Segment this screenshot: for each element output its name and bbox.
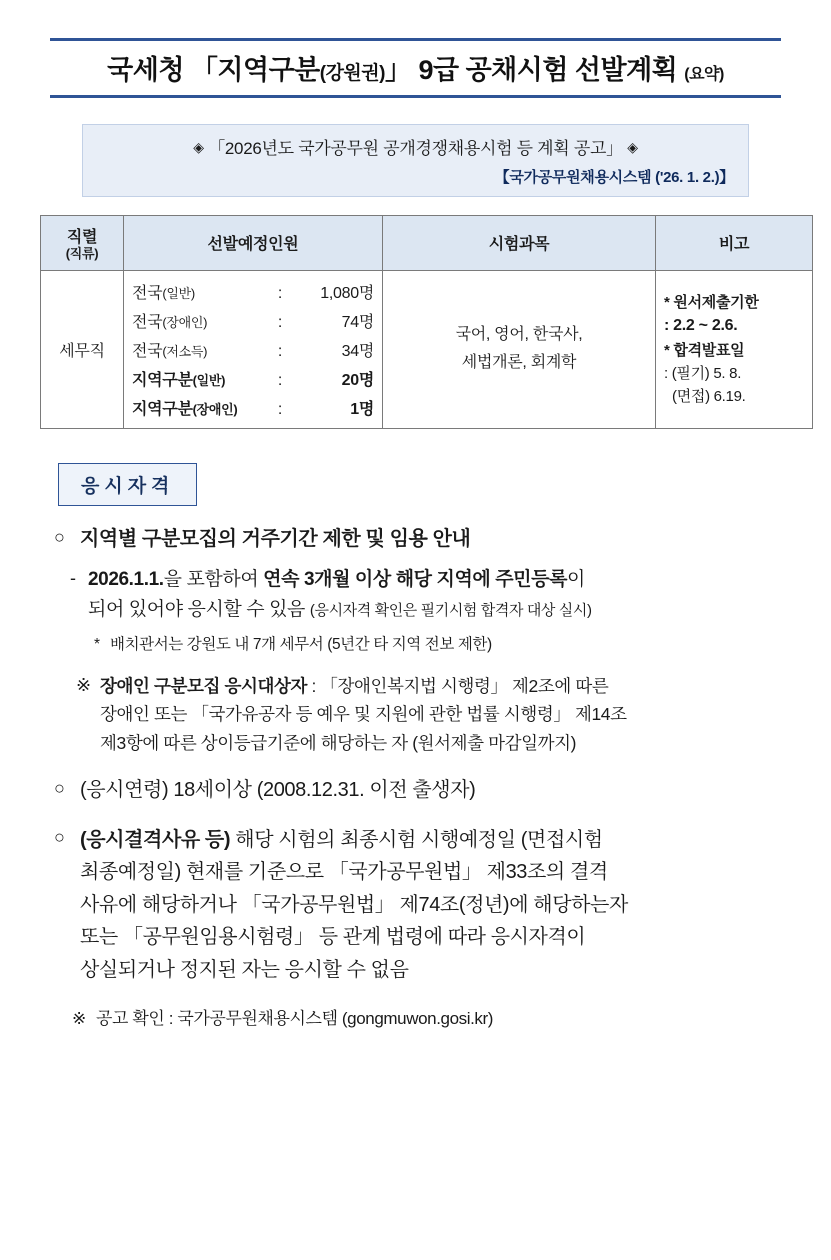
asterisk-marker: * — [94, 635, 100, 653]
bullet-item-residency — [54, 524, 781, 555]
count-colon-4: : — [277, 400, 283, 418]
count-colon-3: : — [277, 371, 283, 389]
count-value-2: 34명 — [341, 342, 374, 360]
count-row-1 — [132, 306, 374, 335]
remark-line-3: : (필기) 5. 8. — [664, 364, 742, 382]
age-rest: 18세이상 (2008.12.31. 이전 출생자) — [168, 779, 476, 801]
residency-conn: 을 포함하여 — [163, 568, 264, 590]
cell-job: 세무직 — [41, 270, 124, 428]
remark-line-0: * 원서제출기한 — [664, 293, 759, 311]
count-value-0: 1,080명 — [320, 284, 374, 302]
disq-line5: 상실되거나 정지된 자는 응시할 수 없음 — [80, 958, 409, 981]
cell-remark — [656, 270, 813, 428]
subject-line-1: 국어, 영어, 한국사, — [455, 326, 583, 344]
cell-counts — [124, 270, 383, 428]
bullet-marker-circle-age: ○ — [54, 778, 65, 798]
residency-line2-note: (응시자격 확인은 필기시험 합격자 대상 실시) — [309, 602, 592, 620]
bullet-marker-circle: ○ — [54, 526, 65, 547]
th-plan: 선발예정인원 — [124, 216, 383, 271]
residency-tail: 이 — [567, 568, 586, 590]
disability-line3: 제3항에 따른 상이등급기준에 해당하는 자 (원서제출 마감일까지) — [100, 732, 577, 753]
note-disability-eligibility — [54, 672, 781, 757]
th-job — [41, 216, 124, 271]
count-label-4: 지역구분(장애인) — [132, 400, 238, 418]
bullet-text-disqualification — [80, 824, 781, 986]
note-announcement-check — [54, 1006, 781, 1032]
count-label-2: 전국(저소득) — [132, 342, 208, 360]
disability-rest: : 「장애인복지법 시행령」 제2조에 따른 — [306, 675, 609, 696]
disq-line2: 최종예정일) 현재를 기준으로 「국가공무원법」 제33조의 결격 — [80, 861, 608, 884]
page-title: 국세청 「지역구분(강원권)」 9급 공채시험 선발계획 (요약) — [107, 55, 724, 85]
th-job-main: 직렬 — [66, 229, 98, 246]
subject-line-2: 세법개론, 회계학 — [461, 354, 577, 372]
sub-item-residency-detail — [54, 565, 781, 626]
count-value-3: 20명 — [341, 371, 374, 389]
disq-line4: 또는 「공무원임용시험령」 등 관계 법령에 따라 응시자격이 — [80, 926, 586, 949]
selection-plan-table — [40, 215, 813, 429]
sub-text-residency-detail — [88, 565, 781, 626]
document-title-block — [50, 38, 781, 98]
count-colon-0: : — [277, 284, 283, 302]
remark-line-2: * 합격발표일 — [664, 341, 745, 359]
age-label: (응시연령) — [80, 779, 169, 801]
notice-source: 【국가공무원채용시스템 ('26. 1. 2.)】 — [494, 169, 734, 186]
disability-label: 장애인 구분모집 응시대상자 — [100, 675, 307, 696]
remark-line-4: (면접) 6.19. — [672, 388, 746, 406]
count-row-2 — [132, 335, 374, 364]
star-note-placement-text: 배치관서는 강원도 내 7개 세무서 (5년간 타 지역 전보 제한) — [110, 635, 492, 653]
diamond-icon: ◈ — [193, 139, 204, 155]
bullet-marker-circle-disq: ○ — [54, 827, 65, 847]
reference-mark-icon: ※ — [76, 674, 91, 695]
section-heading-qualification: 응시자격 — [58, 463, 197, 506]
note-disability-text — [100, 672, 781, 757]
table-row — [41, 270, 813, 428]
th-subjects: 시험과목 — [383, 216, 656, 271]
residency-date: 2026.1.1. — [88, 568, 164, 590]
disq-line3: 사유에 해당하거나 「국가공무원법」 제74조(정년)에 해당하는자 — [80, 893, 628, 916]
bullet-item-age — [54, 775, 781, 806]
note-announcement-text: 공고 확인 : 국가공무원채용시스템 (gongmuwon.gosi.kr) — [96, 1008, 494, 1028]
title-bottom-rule — [50, 95, 781, 98]
count-label-1: 전국(장애인) — [132, 313, 208, 331]
reference-mark-icon-2: ※ — [72, 1008, 86, 1028]
th-remark: 비고 — [656, 216, 813, 271]
count-colon-2: : — [277, 342, 283, 360]
document-body — [54, 524, 781, 1032]
count-label-0: 전국(일반) — [132, 284, 195, 302]
notice-headline-text: 「2026년도 국가공무원 공개경쟁채용시험 등 계획 공고」 — [208, 139, 623, 158]
count-row-4 — [132, 393, 374, 422]
count-list — [132, 277, 374, 422]
disq-label: (응시결격사유 등) — [80, 829, 231, 851]
cell-subjects — [383, 270, 656, 428]
star-note-placement — [54, 633, 781, 656]
count-row-3 — [132, 364, 374, 393]
disability-line2: 장애인 또는 「국가유공자 등 예우 및 지원에 관한 법률 시행령」 제14조 — [100, 704, 627, 725]
th-job-sub: (직류) — [65, 246, 99, 261]
residency-condition: 연속 3개월 이상 해당 지역에 주민등록 — [263, 568, 568, 590]
diamond-icon-right: ◈ — [627, 139, 638, 155]
remark-line-1: : 2.2 ~ 2.6. — [664, 316, 738, 334]
notice-band — [82, 124, 749, 197]
residency-line2: 되어 있어야 응시할 수 있음 — [88, 599, 306, 621]
count-value-1: 74명 — [341, 313, 374, 331]
count-row-0 — [132, 277, 374, 306]
dash-marker: - — [70, 567, 76, 588]
bullet-text-age — [80, 775, 781, 806]
bullet-text-residency: 지역별 구분모집의 거주기간 제한 및 임용 안내 — [80, 527, 471, 550]
disq-line1: 해당 시험의 최종시험 시행예정일 (면접시험 — [230, 829, 603, 851]
count-value-4: 1명 — [350, 400, 374, 418]
bullet-item-disqualification — [54, 824, 781, 986]
table-header-row — [41, 216, 813, 271]
count-label-3: 지역구분(일반) — [132, 371, 226, 389]
notice-headline — [97, 134, 734, 159]
count-colon-1: : — [277, 313, 283, 331]
